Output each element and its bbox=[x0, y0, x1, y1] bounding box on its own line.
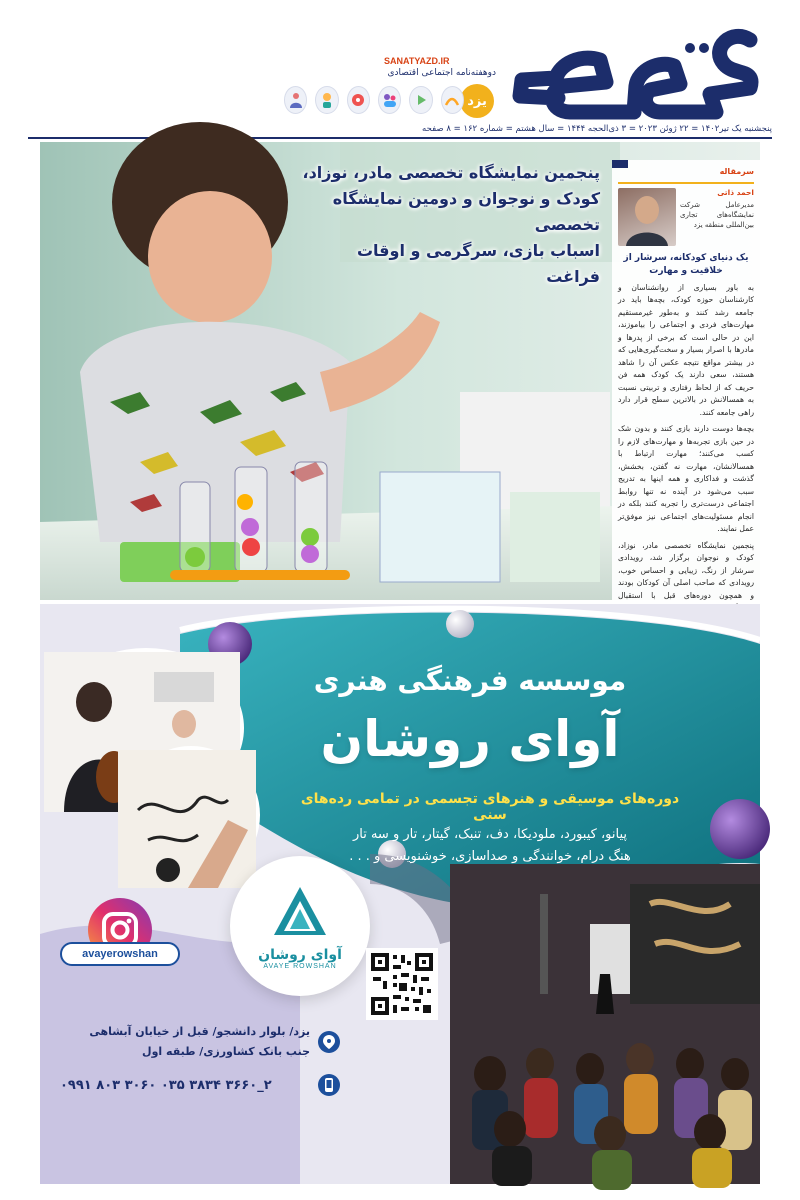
ad-brand-name: آوای روشان bbox=[320, 710, 620, 768]
phone-numbers[interactable]: ۰۹۹۱ ۸۰۳ ۳۰۶۰ ۰۳۵ ۳۸۳۴ ۳۶۶۰_۲ bbox=[60, 1077, 272, 1093]
author-meta bbox=[680, 188, 754, 230]
editorial-paragraph: پنجمین نمایشگاه تخصصی مادر، نوزاد، کودک و نوجوان برگزار شد، رویدادی سرشار از رنگ، زیبایی و احساس خوب، رویدادی که صاحب اصلی آن کودکان بودند و همچون دوره‌های قبل با استقبال bbox=[618, 540, 754, 600]
phone-row bbox=[60, 1074, 340, 1096]
toy-icon bbox=[347, 86, 370, 114]
logo-text-en: AVAYE ROWSHAN bbox=[263, 962, 337, 970]
masthead-divider bbox=[28, 137, 772, 139]
advertisement bbox=[40, 604, 760, 1184]
editorial-title: یک دنیای کودکانه، سرشار از خلاقیت و مهارت bbox=[623, 252, 749, 276]
ad-tagline: دوره‌های موسیقی و هنرهای تجسمی در تمامی رده‌های سنی bbox=[300, 791, 680, 823]
author-photo bbox=[618, 188, 676, 246]
headline-line: کودک و نوجوان و دومین نمایشگاه تخصصی bbox=[332, 189, 600, 234]
qr-code[interactable] bbox=[366, 948, 438, 1020]
accent-bar-icon bbox=[612, 160, 628, 168]
author-box bbox=[618, 188, 754, 246]
headline-line: پنجمین نمایشگاه تخصصی مادر، نوزاد، bbox=[302, 163, 600, 182]
brand-logo-card bbox=[230, 856, 370, 996]
child-icon bbox=[315, 86, 338, 114]
ad-course-list bbox=[290, 824, 690, 868]
publication-subtitle: دوهفته‌نامه اجتماعی اقتصادی bbox=[387, 68, 496, 78]
editorial-paragraph: بچه‌ها دوست دارند بازی کنند و بدون شک در حین بازی تجربه‌ها و مهارت‌های لازم را کسب می‌کنند؛ مهارت ارتباط با همسالانشان، مهارت نه گفتن، بخشش، گذشت و فداکاری و همه اینها به تدریج سبب می‌شود در آینده نه تنها روابط اجتماعی درست‌تری را تجربه کنند بلکه در انجام مسئولیت‌های اجتماعی نیز موفق‌تر عمل نمایند. bbox=[618, 424, 754, 533]
instagram-handle[interactable]: avayerowshan bbox=[60, 942, 180, 966]
hero-headline bbox=[300, 160, 600, 290]
address-line: یزد/ بلوار دانشجو/ قبل از خیابان آبشاهی bbox=[89, 1025, 310, 1038]
leisure-icon bbox=[441, 86, 464, 114]
course-line: پیانو، کیبورد، ملودیکا، دف، تنبک، گیتار، تار و سه تار bbox=[352, 827, 628, 842]
event-audience-photo bbox=[450, 864, 760, 1184]
site-url[interactable]: SANATYAZD.IR bbox=[384, 56, 450, 66]
editorial-tab bbox=[618, 166, 754, 184]
family-icon bbox=[378, 86, 401, 114]
category-icon-strip bbox=[284, 86, 464, 120]
city-badge: یزد bbox=[460, 84, 494, 118]
hero-photo-section bbox=[40, 142, 760, 600]
address-text bbox=[60, 1022, 310, 1062]
brand-logo-icon bbox=[270, 883, 330, 943]
author-role: مدیرعامل شرکت نمایشگاه‌های تجاری بین‌المللی منطقه یزد bbox=[680, 200, 754, 229]
address-row bbox=[60, 1022, 340, 1062]
play-icon bbox=[409, 86, 432, 114]
ad-org-line: موسسه فرهنگی هنری bbox=[313, 664, 627, 697]
address-line: جنب بانک کشاورزی/ طبقه اول bbox=[142, 1045, 310, 1058]
location-pin-icon bbox=[318, 1031, 340, 1053]
mother-baby-icon bbox=[284, 86, 307, 114]
calligraphy-photo bbox=[122, 746, 260, 884]
course-line: هنگ درام، خوانندگی و صداسازی، خوشنویسی و . . . bbox=[349, 849, 631, 864]
logo-text-fa: آوای روشان bbox=[258, 946, 342, 963]
headline-line: اسباب بازی، سرگرمی و اوقات فراغت bbox=[356, 241, 600, 286]
issue-date-line: پنجشنبه یک تیر۱۴۰۲ = ۲۲ ژوئن ۲۰۲۳ = ۳ ذی‌الحجه ۱۴۴۴ = سال هشتم = شماره ۱۶۲ = ۸ صفحه bbox=[422, 124, 772, 134]
editorial-label: سرمقاله bbox=[719, 167, 754, 176]
author-name: احمد ذاتی bbox=[717, 187, 754, 197]
masthead bbox=[0, 0, 800, 140]
phone-icon bbox=[318, 1074, 340, 1096]
editorial-paragraph: به باور بسیاری از روانشناسان و کارشناسان حوزه کودک، بچه‌ها باید در جامعه رشد کنند و به‌طور غیرمستقیم مهارت‌های فردی و اجتماعی را بیاموزند، این در حالی است که برخی از پدرها و مادرها با اصرار بسیار و سخت‌گیری‌هایی که در بیشتر مواقع نتیجه عکس آن را شاهد هستند، سعی دارند یک کودک همه فن حریف که از لحاظ رفتاری و تربیتی نسبت به همسالانش در بالاترین سطح قرار دارد راهی جامعه کنند. bbox=[618, 282, 754, 417]
newspaper-logo bbox=[510, 30, 760, 120]
